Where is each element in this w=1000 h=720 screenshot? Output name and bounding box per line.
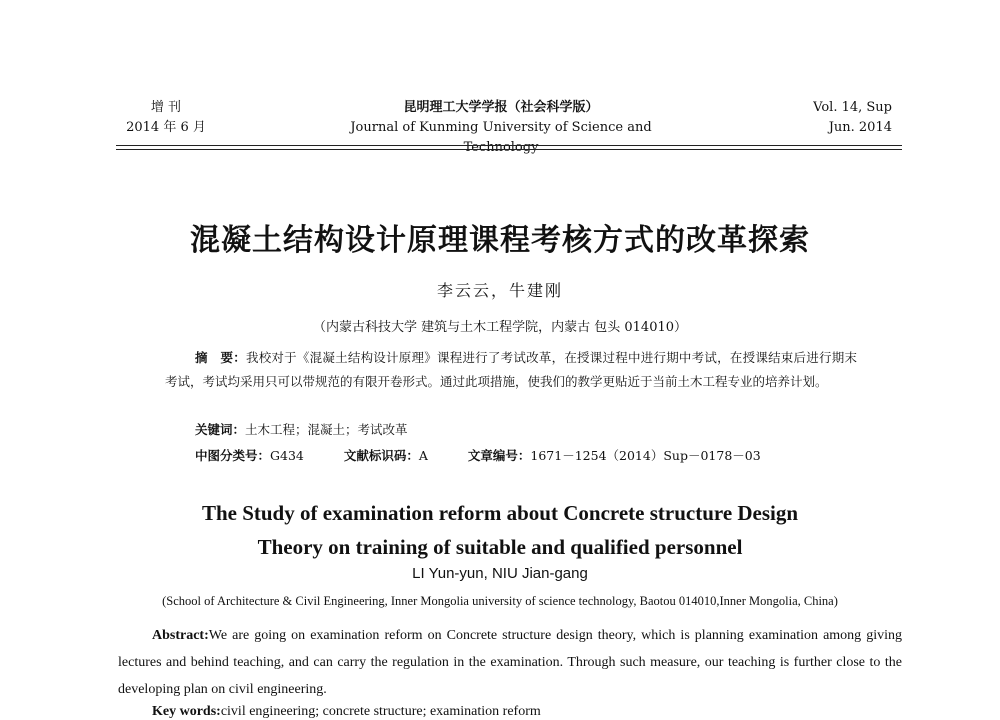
journal-name-en: Journal of Kunming University of Science and Technology xyxy=(350,120,652,155)
article-number-value: 1671－1254（2014）Sup－0178－03 xyxy=(530,448,761,463)
issue-info xyxy=(116,98,216,138)
volume-info xyxy=(772,98,892,138)
affiliation-en: (School of Architecture & Civil Engineering, Inner Mongolia university of science technology, Baotou 014010,Inner Mongolia, China) xyxy=(162,594,838,608)
paper-title-en-line2: Theory on training of suitable and qualified personnel xyxy=(257,535,743,559)
doc-code-label: 文献标识码： xyxy=(343,448,419,463)
volume: Vol. 14, Sup xyxy=(813,100,892,115)
abstract-en-label: Abstract: xyxy=(152,628,209,643)
authors-cn: 李云云，牛建刚 xyxy=(436,281,563,300)
abstract-cn-text: 我校对于《混凝土结构设计原理》课程进行了考试改革，在授课过程中进行期中考试，在授课结束后进行期末考试，考试均采用只可以带规范的有限开卷形式。通过此项措施，使我们的教学更贴近于当前土木工程专业的培养计划。 xyxy=(165,350,857,389)
keywords-cn-text: 土木工程；混凝土；考试改革 xyxy=(245,422,408,437)
paper-title-en-line1: The Study of examination reform about Concrete structure Design xyxy=(201,501,799,525)
header-rule-top xyxy=(116,145,902,146)
date-en: Jun. 2014 xyxy=(828,120,892,135)
keywords-cn-label: 关键词： xyxy=(195,422,246,437)
paper-title-cn: 混凝土结构设计原理课程考核方式的改革探索 xyxy=(190,223,810,258)
keywords-en-text: civil engineering; concrete structure; examination reform xyxy=(220,704,541,719)
authors-en: LI Yun-yun, NIU Jian-gang xyxy=(412,565,588,582)
abstract-en xyxy=(118,622,902,703)
issue-date: 2014 年 6 月 xyxy=(126,120,206,135)
keywords-en xyxy=(152,704,541,720)
doc-code-value: A xyxy=(418,448,428,463)
header-rule-bottom xyxy=(116,149,902,150)
journal-name-cn: 昆明理工大学学报（社会科学版） xyxy=(403,100,599,115)
journal-header xyxy=(116,98,900,155)
clc-label: 中图分类号： xyxy=(195,448,271,463)
paper-title-en xyxy=(0,496,1000,564)
abstract-en-text: We are going on examination reform on Concrete structure design theory, which is planning examination among giving lectures and behind teaching, and can carry the regulation in the examination. Through such measure, our teaching is further close to the developing plan on civil engineering. xyxy=(118,628,902,697)
affiliation-cn: （内蒙古科技大学 建筑与土木工程学院，内蒙古 包头 014010） xyxy=(312,320,688,335)
issue-label: 增 刊 xyxy=(150,100,182,115)
abstract-cn-label: 摘 要： xyxy=(195,350,246,365)
clc-value: G434 xyxy=(270,448,304,463)
article-number-label: 文章编号： xyxy=(467,448,531,463)
classification-line xyxy=(195,446,835,464)
keywords-en-label: Key words: xyxy=(152,704,221,719)
keywords-cn xyxy=(195,420,408,438)
abstract-cn xyxy=(165,346,857,394)
